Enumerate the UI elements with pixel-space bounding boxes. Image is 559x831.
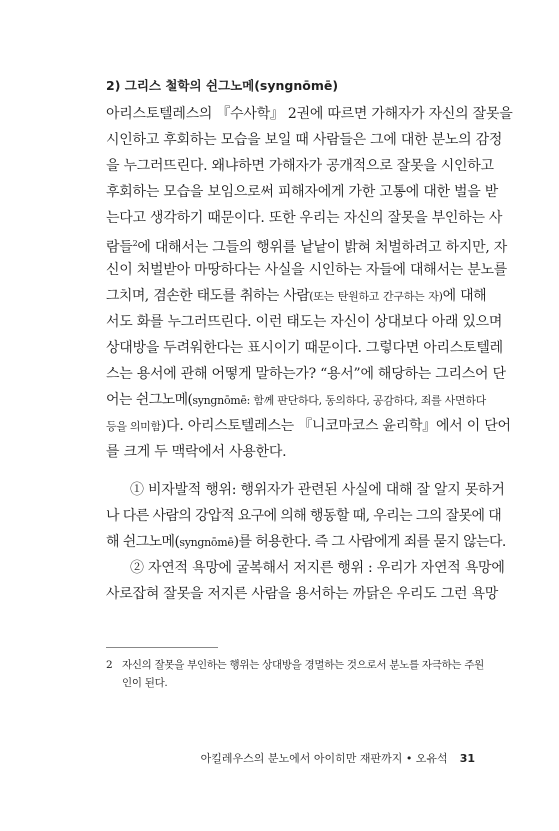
body-line [106, 234, 508, 258]
body-line: 서도 화를 누그러뜨린다. 이런 태도는 자신이 상대보다 아래 있으며 [106, 314, 503, 330]
parenthetical-note: (또는 탄원하고 간구하는 자) [309, 290, 443, 303]
body-line: 를 크게 두 맥락에서 사용한다. [106, 444, 287, 460]
body-text: 람들 [106, 239, 133, 256]
parenthetical-note: 등을 의미함 [106, 420, 161, 433]
body-line: 후회하는 모습을 보임으로써 피해자에게 가한 고통에 대한 벌을 받 [106, 184, 498, 200]
body-line: 아리스토텔레스의 『수사학』 2권에 따르면 가해자가 자신의 잘못을 [106, 106, 513, 122]
parenthetical-note: syngnōmē [179, 536, 234, 549]
footnote-text: 자신의 잘못을 부인하는 행위는 상대방을 경멸하는 것으로서 분노를 자극하는 주원 [122, 659, 484, 671]
body-line: 시인하고 후회하는 모습을 보일 때 사람들은 그에 대한 분노의 감정 [106, 132, 503, 148]
body-line [106, 390, 486, 411]
body-text: )를 허용한다. 즉 그 사람에게 죄를 묻지 않는다. [233, 534, 506, 550]
parenthetical-note: syngnōmē: 함께 판단하다, 동의하다, 공감하다, 죄를 사면하다 [192, 394, 486, 407]
body-text: )다. 아리스토텔레스는 『니코마코스 윤리학』에서 이 단어 [160, 418, 511, 434]
body-text: 그치며, 겸손한 태도를 취하는 사람 [106, 288, 310, 304]
body-line: ① 비자발적 행위: 행위자가 관련된 사실에 대해 잘 알지 못하거 [130, 482, 505, 498]
body-line [106, 416, 511, 437]
section-heading: 2) 그리스 철학의 쉰그노메(syngnōmē) [106, 78, 339, 93]
body-text: 에 대해서는 그들의 행위를 낱낱이 밝혀 처벌하려고 하지만, 자 [137, 239, 508, 256]
body-line: ② 자연적 욕망에 굴복해서 저지른 행위 : 우리가 자연적 욕망에 [130, 560, 505, 576]
body-line: 신이 처벌받아 마땅하다는 사실을 시인하는 자들에 대해서는 분노를 [106, 262, 508, 278]
footnote-number: 2 [106, 659, 113, 671]
body-text: 해 쉰그노메( [106, 534, 180, 550]
body-line: 는다고 생각하기 때문이다. 또한 우리는 자신의 잘못을 부인하는 사 [106, 210, 503, 226]
footnote-divider [106, 647, 218, 648]
body-line [106, 532, 506, 553]
body-text: 어는 쉰그노메( [106, 392, 193, 408]
body-line: 상대방을 두려워한다는 표시이기 때문이다. 그렇다면 아리스토텔레 [106, 340, 503, 356]
body-text: 에 대해 [442, 288, 486, 304]
body-line [106, 286, 486, 307]
body-line: 을 누그러뜨린다. 왜냐하면 가해자가 공개적으로 잘못을 시인하고 [106, 158, 494, 174]
footnote-text: 인이 된다. [122, 677, 168, 689]
footnote-reference: 2 [132, 239, 138, 248]
body-line: 스는 용서에 관해 어떻게 말하는가? “용서”에 해당하는 그리스어 단 [106, 366, 506, 382]
body-line: 사로잡혀 잘못을 저지른 사람을 용서하는 까닭은 우리도 그런 욕망 [106, 586, 498, 602]
page-number: 31 [459, 752, 475, 765]
running-footer-title: 아킬레우스의 분노에서 아이히만 재판까지 • 오유석 [200, 752, 448, 765]
body-line: 나 다른 사람의 강압적 요구에 의해 행동할 때, 우리는 그의 잘못에 대 [106, 508, 502, 524]
running-footer [201, 750, 475, 766]
